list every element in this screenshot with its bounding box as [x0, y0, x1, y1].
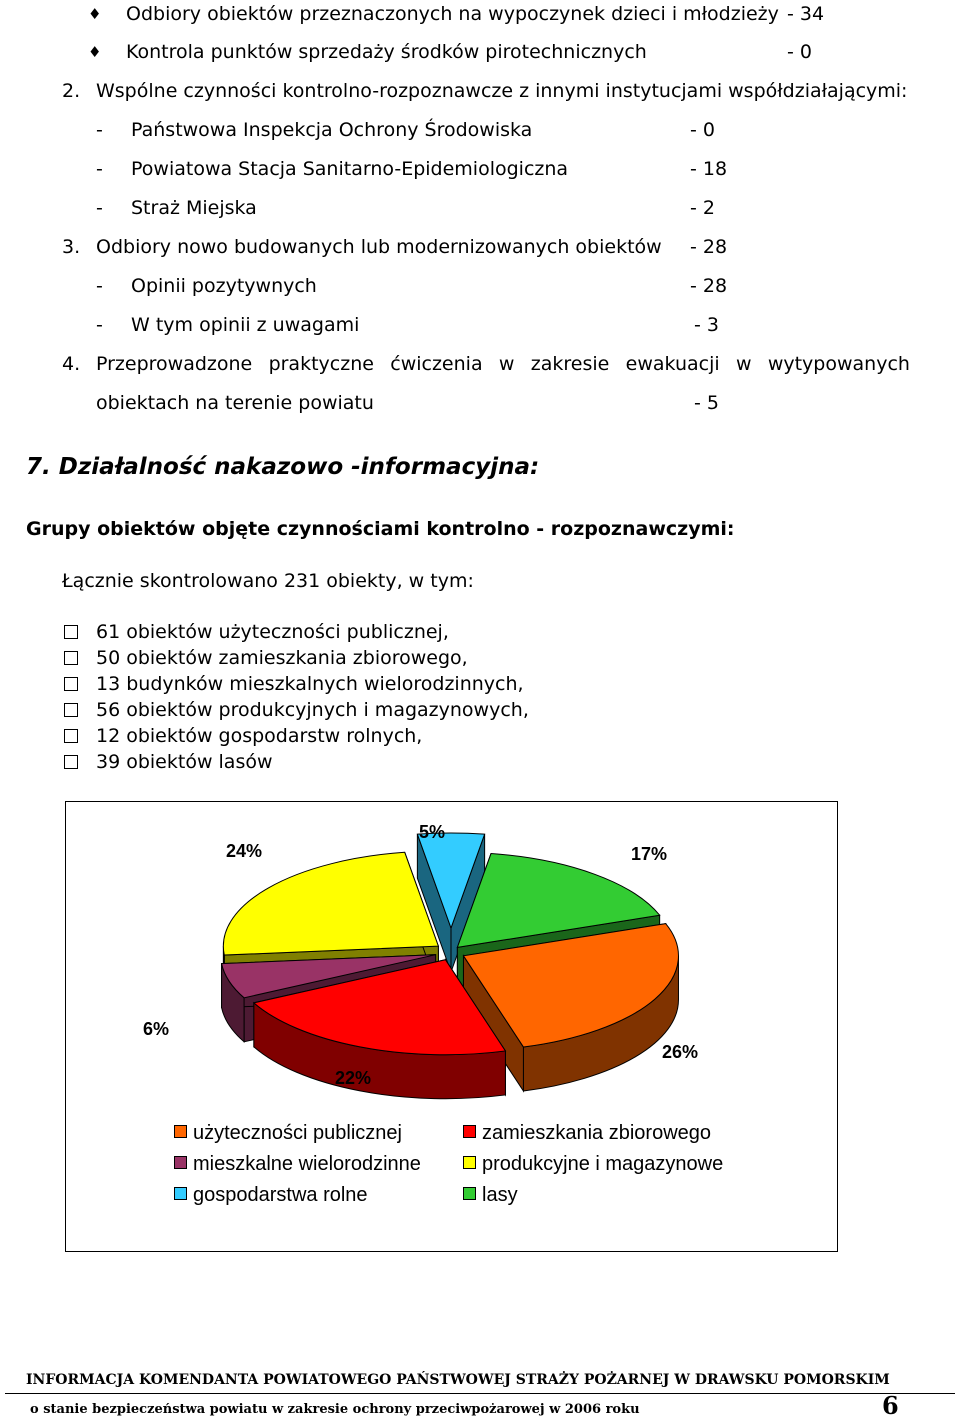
- checkbox-icon: [64, 755, 78, 769]
- footer-divider: [5, 1393, 955, 1394]
- legend-swatch: [174, 1125, 187, 1138]
- legend-item: [463, 1152, 723, 1176]
- checkbox-icon: [64, 625, 78, 639]
- bullet-diamond-icon: ♦: [88, 5, 102, 23]
- legend-swatch: [463, 1187, 476, 1200]
- pie-slice-top: [223, 852, 438, 955]
- item-text-line2: obiektach na terenie powiatu: [96, 392, 374, 414]
- checklist-item: 12 obiektów gospodarstw rolnych,: [96, 725, 423, 747]
- intro-text: Łącznie skontrolowano 231 obiekty, w tym:: [62, 570, 474, 592]
- legend-item: [174, 1152, 421, 1176]
- footer-subtitle: o stanie bezpieczeństwa powiatu w zakresie ochrony przeciwpożarowej w 2006 roku: [30, 1402, 640, 1417]
- bullet-diamond-icon: ♦: [88, 43, 102, 61]
- section-subheading: Grupy obiektów objęte czynnościami kontrolno - rozpoznawczymi:: [26, 518, 735, 540]
- bullet-text: Odbiory obiektów przeznaczonych na wypoczynek dzieci i młodzieży: [126, 3, 779, 25]
- legend-swatch: [463, 1125, 476, 1138]
- pie-data-label: 6%: [143, 1019, 170, 1039]
- checklist-item: 13 budynków mieszkalnych wielorodzinnych,: [96, 673, 524, 695]
- footer-title: INFORMACJA KOMENDANTA POWIATOWEGO PAŃSTWOWEJ STRAŻY POŻARNEJ W DRAWSKU POMORSKIM: [26, 1372, 890, 1388]
- checklist-item: 56 obiektów produkcyjnych i magazynowych,: [96, 699, 529, 721]
- bullet-value: - 0: [787, 41, 812, 63]
- legend-label: produkcyjne i magazynowe: [482, 1153, 724, 1175]
- dash: -: [96, 197, 103, 219]
- legend-label: zamieszkania zbiorowego: [482, 1122, 712, 1144]
- checkbox-icon: [64, 677, 78, 691]
- item-value: - 28: [690, 236, 728, 258]
- word: praktyczne: [268, 353, 374, 375]
- word: w: [498, 353, 515, 375]
- page-number: 6: [882, 1391, 899, 1420]
- item-number: 4.: [62, 353, 81, 375]
- legend-swatch: [174, 1156, 187, 1169]
- subitem-text: Straż Miejska: [131, 197, 257, 219]
- subitem-text: Opinii pozytywnych: [131, 275, 317, 297]
- dash: -: [96, 158, 103, 180]
- legend-label: mieszkalne wielorodzinne: [193, 1153, 421, 1175]
- word: Przeprowadzone: [96, 353, 253, 375]
- subitem-value: - 2: [690, 197, 715, 219]
- checklist-item: 61 obiektów użyteczności publicznej,: [96, 621, 449, 643]
- legend-label: gospodarstwa rolne: [193, 1184, 368, 1206]
- pie-data-label: 17%: [631, 844, 668, 864]
- checkbox-icon: [64, 703, 78, 717]
- legend-label: lasy: [482, 1184, 518, 1206]
- word: zakresie: [530, 353, 610, 375]
- dash: -: [96, 119, 103, 141]
- checklist-item: 50 obiektów zamieszkania zbiorowego,: [96, 647, 468, 669]
- word: w: [735, 353, 752, 375]
- word: ćwiczenia: [390, 353, 483, 375]
- legend-item: [174, 1183, 368, 1207]
- bullet-text: Kontrola punktów sprzedaży środków pirotechnicznych: [126, 41, 647, 63]
- item-number: 2.: [62, 80, 81, 102]
- legend-label: użyteczności publicznej: [193, 1122, 402, 1144]
- dash: -: [96, 275, 103, 297]
- item-text: Odbiory nowo budowanych lub modernizowanych obiektów: [96, 236, 662, 258]
- item-text: Wspólne czynności kontrolno-rozpoznawcze z innymi instytucjami współdziałającymi:: [96, 80, 908, 102]
- legend-item: [463, 1121, 711, 1145]
- pie-data-label: 22%: [335, 1068, 372, 1088]
- pie-data-label: 5%: [419, 822, 446, 842]
- legend-swatch: [463, 1156, 476, 1169]
- item-value: - 5: [694, 392, 719, 414]
- subitem-value: - 3: [694, 314, 719, 336]
- subitem-text: Państwowa Inspekcja Ochrony Środowiska: [131, 119, 533, 141]
- dash: -: [96, 314, 103, 336]
- pie-data-label: 26%: [662, 1042, 699, 1062]
- legend-item: [463, 1183, 518, 1207]
- subitem-text: Powiatowa Stacja Sanitarno-Epidemiologiczna: [131, 158, 569, 180]
- subitem-value: - 0: [690, 119, 715, 141]
- legend-item: [174, 1121, 402, 1145]
- item-number: 3.: [62, 236, 81, 258]
- legend-swatch: [174, 1187, 187, 1200]
- checklist-item: 39 obiektów lasów: [96, 751, 273, 773]
- subitem-value: - 18: [690, 158, 728, 180]
- item4-justified-line: [96, 352, 910, 376]
- subitem-value: - 28: [690, 275, 728, 297]
- pie-data-label: 24%: [226, 841, 263, 861]
- section-title: 7. Działalność nakazowo -informacyjna:: [26, 454, 540, 480]
- subitem-text: W tym opinii z uwagami: [131, 314, 360, 336]
- word: wytypowanych: [767, 353, 910, 375]
- word: ewakuacji: [625, 353, 720, 375]
- checkbox-icon: [64, 651, 78, 665]
- bullet-value: - 34: [787, 3, 825, 25]
- pie-chart-frame: [65, 801, 838, 1252]
- checkbox-icon: [64, 729, 78, 743]
